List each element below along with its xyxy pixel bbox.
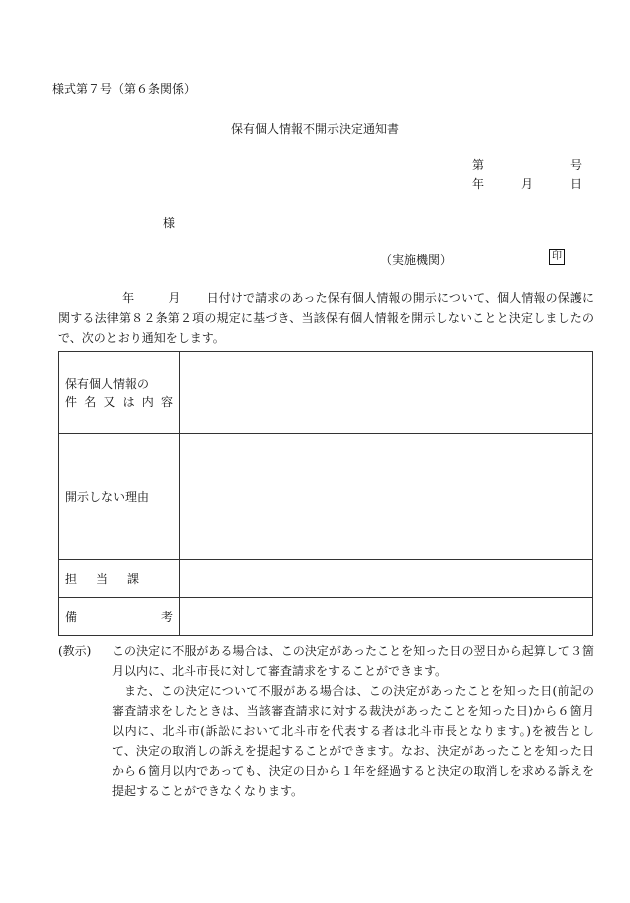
remarks-label-char: 考 bbox=[160, 609, 173, 624]
intro-month: 月 bbox=[168, 291, 181, 305]
department-label-cell bbox=[59, 560, 180, 598]
instruction-notice bbox=[58, 641, 594, 801]
remarks-label-char: 備 bbox=[65, 609, 78, 624]
notice-paragraph-1: この決定に不服がある場合は、この決定があったことを知った日の翌日から起算して３箇月以内に、北斗市長に対して審査請求をすることができます。 bbox=[112, 644, 594, 678]
reason-label-cell bbox=[59, 434, 180, 560]
notice-row bbox=[58, 641, 594, 801]
reason-label: 開示しない理由 bbox=[65, 489, 150, 504]
subject-label-char: 又 bbox=[103, 394, 116, 409]
issue-date-line bbox=[472, 175, 582, 193]
document-number-line bbox=[472, 156, 582, 174]
remarks-label bbox=[65, 608, 173, 626]
subject-value-cell[interactable] bbox=[180, 352, 593, 434]
document-title: 保有個人情報不開示決定通知書 bbox=[230, 122, 399, 136]
intro-year: 年 bbox=[122, 291, 135, 305]
intro-paragraph bbox=[58, 288, 594, 348]
subject-label-char: 容 bbox=[160, 394, 173, 409]
table-row-remarks bbox=[59, 598, 593, 636]
agency-label: （実施機関） bbox=[380, 253, 453, 267]
subject-label-line2 bbox=[65, 393, 173, 411]
info-table bbox=[58, 351, 593, 636]
remarks-label-cell bbox=[59, 598, 180, 636]
seal-mark: 印 bbox=[549, 249, 565, 265]
reason-value-cell[interactable] bbox=[180, 434, 593, 560]
notice-paragraph-2: また、この決定について不服がある場合は、この決定があったことを知った日(前記の審査請求をしたときは、当該審査請求に対する裁決があったことを知った日)から６箇月以内に、北斗市(訴訟において北斗市を代表する者は北斗市長となります。)を被告として、決定の取消しの訴えを提起することができます。なお、決定があったことを知った日から６箇月以内であっても、決定の日から１年を経過すると決定の取消しを求める訴えを提起することができなくなります。 bbox=[112, 684, 594, 798]
subject-label-char: 内 bbox=[141, 394, 154, 409]
form-number: 様式第７号（第６条関係） bbox=[52, 82, 197, 96]
notice-mark: (教示) bbox=[58, 644, 92, 658]
table-row-department bbox=[59, 560, 593, 598]
subject-label-line1: 保有個人情報の bbox=[65, 376, 150, 391]
department-value-cell[interactable] bbox=[180, 560, 593, 598]
department-label-char: 当 bbox=[95, 571, 108, 586]
notice-body bbox=[112, 641, 594, 801]
subject-label-char: 件 bbox=[65, 394, 78, 409]
date-year: 年 bbox=[472, 177, 485, 191]
addressee-honorific: 様 bbox=[163, 216, 176, 230]
subject-label-char: 名 bbox=[84, 394, 97, 409]
intro-text: 日付けで請求のあった保有個人情報の開示について、個人情報の保護に関する法律第８２条第２項の規定に基づき、当該保有個人情報を開示しないことと決定しましたので、次のとおり通知をします。 bbox=[58, 291, 594, 345]
date-day: 日 bbox=[569, 177, 582, 191]
subject-label-cell bbox=[59, 352, 180, 434]
subject-label-char: は bbox=[122, 394, 135, 409]
number-prefix: 第 bbox=[472, 158, 485, 172]
department-label-char: 課 bbox=[126, 571, 139, 586]
department-label bbox=[65, 570, 173, 588]
remarks-value-cell[interactable] bbox=[180, 598, 593, 636]
table-row-subject bbox=[59, 352, 593, 434]
date-month: 月 bbox=[520, 177, 533, 191]
department-label-char: 担 bbox=[65, 571, 78, 586]
table-row-reason bbox=[59, 434, 593, 560]
number-suffix: 号 bbox=[569, 158, 582, 172]
